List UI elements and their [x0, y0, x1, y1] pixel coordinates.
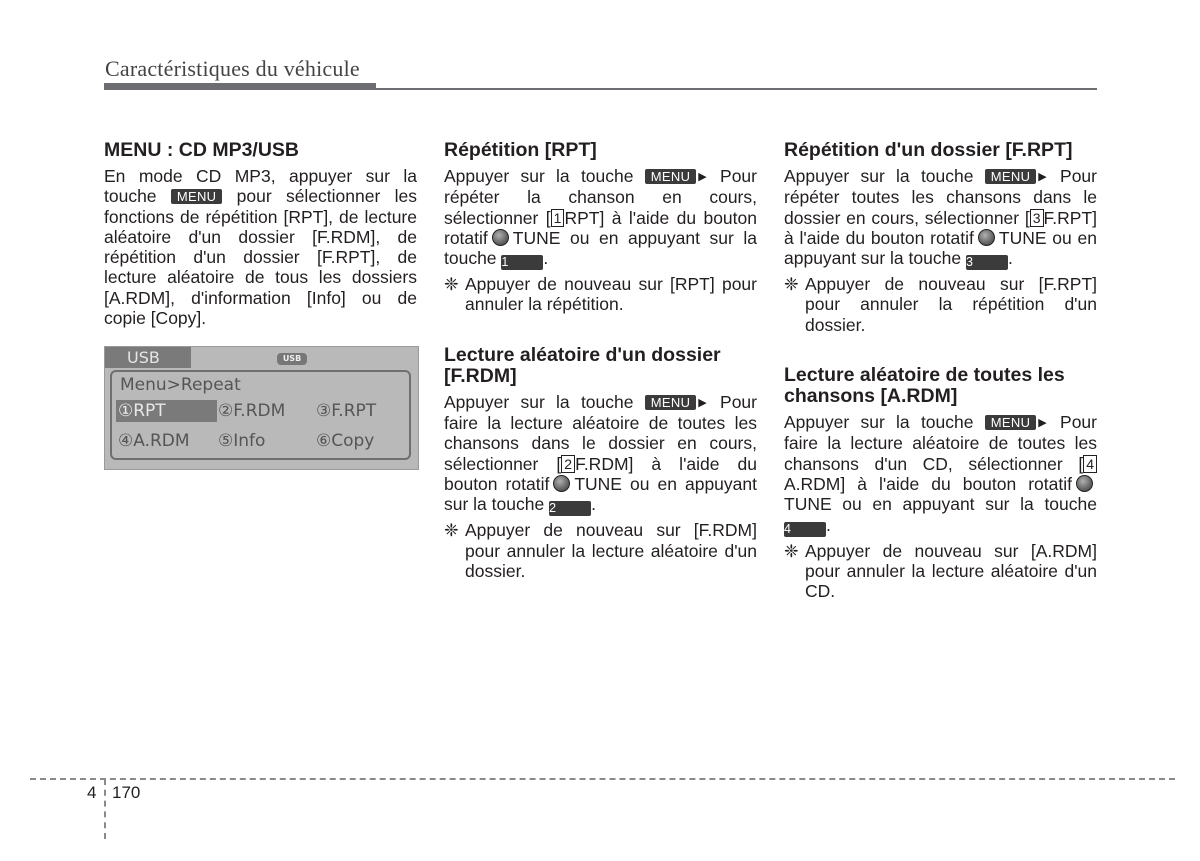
arrow-right-icon: ▶ — [698, 171, 707, 183]
preset-button-icon: 3 — [966, 255, 1008, 270]
body-text: En mode CD MP3, appuyer sur la touche — [104, 166, 417, 207]
page-number: 170 — [112, 783, 141, 802]
section-heading-frdm: Lecture aléatoire d'un dossier [F.RDM] — [444, 343, 721, 387]
page-header-title: Caractéristiques du véhicule — [105, 56, 360, 81]
tune-knob-icon — [492, 229, 509, 246]
note-symbol-icon: ❈ — [444, 520, 459, 541]
body-text: Appuyer sur la touche — [444, 166, 634, 186]
screen-tab-usb: USB — [105, 347, 191, 368]
note-symbol-icon: ❈ — [444, 274, 459, 295]
body-text: pour sélectionner les fonctions de répétition [RPT], de lecture aléatoire d'un dossier [F.RDM], de répétition d'un dossier [F.RPT], de lecture aléatoire de tous les dossiers [A.RDM], d'information [Info] ou de copie [Copy]. — [104, 186, 417, 329]
column-1 — [104, 140, 417, 328]
screen-item-info: ⑤Info — [218, 431, 266, 451]
body-text: Pour faire la lecture aléatoire de toutes les chansons d'un CD, sélectionner [ — [784, 412, 1097, 474]
section-body-ardm: Appuyer sur la touche MENU ▶ Pour faire la lecture aléatoire de toutes les chansons d'un CD, sélectionner [ 4A.RDM] à l'aide du bouton rotatifTUNE ou en appuyant sur la touche 4 . — [784, 412, 1097, 536]
section-body-rpt: Appuyer sur la touche MENU ▶ Pour répéter la chanson en cours, sélectionner [ 1 RPT] à l'aide du bouton rotatif TUNE ou en appuyant sur la touche 1 . — [444, 166, 757, 270]
arrow-right-icon: ▶ — [1038, 417, 1047, 430]
number-box-icon: 1 — [551, 209, 565, 227]
screen-item-rpt: ①RPT — [118, 401, 166, 421]
screen-item-frpt: ③F.RPT — [316, 401, 377, 421]
section-body-frdm: Appuyer sur la touche MENU ▶ Pour faire la lecture aléatoire de toutes les chansons dans le dossier en cours, sélectionner [ 2 F.RDM] à l'aide du bouton rotatif TUNE ou en appuyant sur la touche 2 . — [444, 391, 757, 516]
body-text: TUNE ou en appuyant sur la touche — [784, 494, 1097, 515]
number-box-icon: 4 — [1083, 455, 1097, 473]
note-symbol-icon: ❈ — [784, 274, 799, 295]
footer-dashed-rule — [30, 778, 1175, 780]
header-rule-dark — [104, 83, 376, 90]
arrow-right-icon: ▶ — [698, 396, 707, 409]
note-text: Appuyer de nouveau sur [RPT] pour annuler la répétition. — [465, 274, 757, 315]
body-text: Pour faire la lecture aléatoire de toutes les chansons dans le dossier en cours, sélectionner [ — [444, 391, 757, 474]
tune-knob-icon — [978, 229, 995, 246]
chapter-number: 4 — [87, 783, 97, 802]
body-text: F.RPT] à l'aide du bouton rotatif — [784, 207, 1097, 248]
preset-button-icon: 1 — [501, 255, 543, 270]
body-text: Appuyer sur la touche — [784, 166, 974, 186]
section-note-ardm — [784, 541, 1097, 602]
number-box-icon: 3 — [1030, 209, 1044, 227]
body-text: F.RDM] à l'aide du bouton rotatif — [444, 453, 757, 494]
section-heading-rpt: Répétition [RPT] — [444, 139, 597, 161]
section-body-menu — [104, 166, 417, 328]
note-symbol-icon: ❈ — [784, 540, 799, 561]
menu-button-icon: MENU — [645, 395, 696, 410]
section-note-frdm — [444, 520, 757, 581]
tune-knob-icon — [553, 475, 570, 492]
section-body-frpt: Appuyer sur la touche MENU ▶ Pour répéter toutes les chansons dans le dossier en cours, sélectionner [ 3 F.RPT] à l'aide du bouton rotatif TUNE ou en appuyant sur la touche 3 . — [784, 166, 1097, 270]
column-3 — [784, 140, 1097, 601]
header-rule-thin — [376, 88, 1097, 90]
column-2 — [444, 140, 757, 581]
lcd-screen-illustration — [104, 346, 419, 470]
screen-item-copy: ⑥Copy — [316, 431, 375, 451]
section-note-rpt — [444, 274, 757, 315]
screen-item-ardm: ④A.RDM — [118, 431, 190, 451]
body-text: Pour répéter toutes les chansons dans le dossier en cours, sélectionner [ — [784, 166, 1097, 228]
tune-knob-icon — [1076, 475, 1093, 492]
arrow-right-icon: ▶ — [1038, 171, 1047, 183]
section-heading-frpt: Répétition d'un dossier [F.RPT] — [784, 139, 1073, 161]
body-text: TUNE ou en appuyant sur la touche — [444, 227, 757, 269]
section-heading-ardm: Lecture aléatoire de toutes les chansons [A.RDM] — [784, 364, 1065, 408]
body-text: Pour répéter la chanson en cours, sélectionner [ — [444, 166, 757, 228]
menu-button-icon: MENU — [985, 169, 1036, 184]
menu-button-icon: MENU — [985, 415, 1036, 430]
usb-icon: USB — [277, 353, 307, 365]
footer-dashed-vertical-rule — [104, 779, 106, 839]
body-text: Appuyer sur la touche — [444, 391, 634, 412]
screen-menu-title: Menu>Repeat — [120, 375, 241, 395]
note-text: Appuyer de nouveau sur [F.RPT] pour annuler la répétition d'un dossier. — [805, 274, 1097, 335]
note-text: Appuyer de nouveau sur [A.RDM] pour annuler la lecture aléatoire d'un CD. — [805, 540, 1097, 602]
screen-menu-frame — [110, 370, 411, 460]
section-note-frpt — [784, 274, 1097, 335]
body-text: Appuyer sur la touche — [784, 412, 974, 433]
number-box-icon: 2 — [561, 455, 575, 473]
preset-button-icon: 4 — [784, 522, 826, 537]
section-heading-menu: MENU : CD MP3/USB — [104, 139, 300, 161]
menu-button-icon: MENU — [171, 189, 222, 204]
body-text: A.RDM] à l'aide du bouton rotatif — [784, 473, 1072, 494]
note-text: Appuyer de nouveau sur [F.RDM] pour annuler la lecture aléatoire d'un dossier. — [465, 520, 757, 581]
preset-button-icon: 2 — [549, 501, 591, 516]
menu-button-icon: MENU — [645, 169, 696, 184]
body-text: TUNE ou en appuyant sur la touche — [784, 227, 1097, 269]
body-text: RPT] à l'aide du bouton rotatif — [444, 207, 757, 248]
body-text: TUNE ou en appuyant sur la touche — [444, 473, 757, 515]
screen-item-frdm: ②F.RDM — [218, 401, 286, 421]
